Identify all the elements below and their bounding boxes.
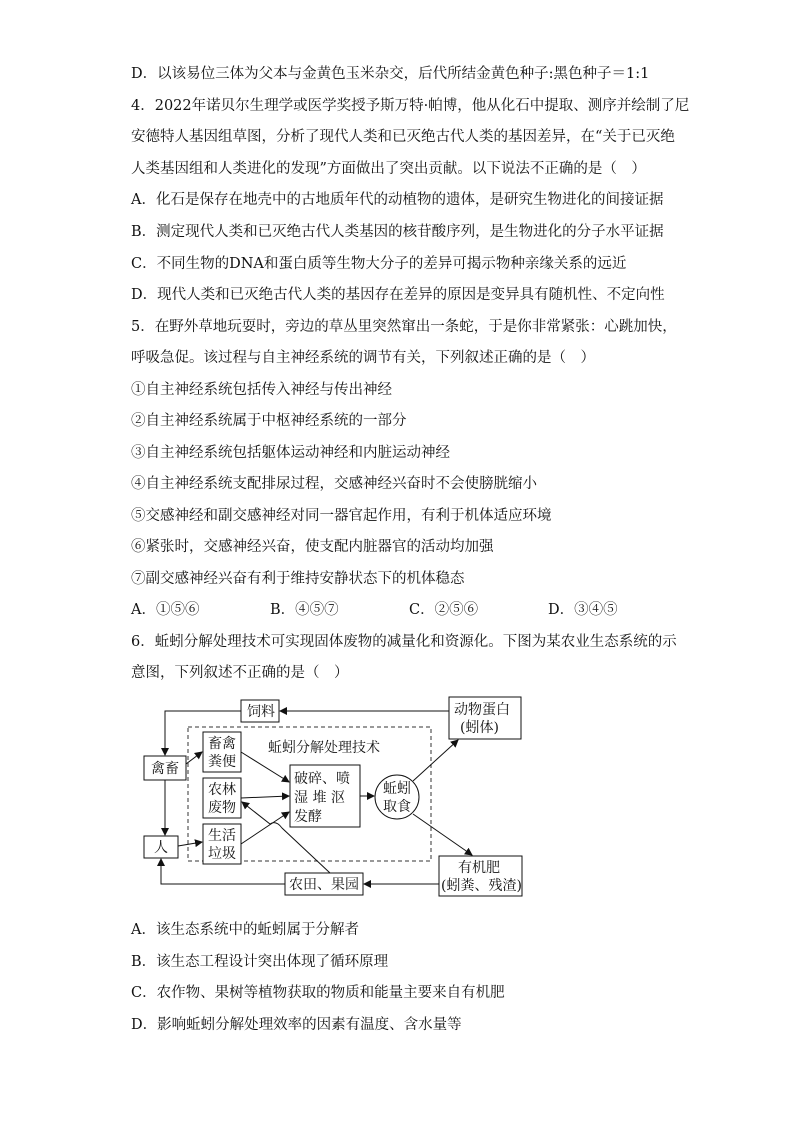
- q5-stem-line-1: 5．在野外草地玩耍时，旁边的草丛里突然窜出一条蛇，于是你非常紧张：心跳加快，: [131, 319, 677, 335]
- q4-stem-line-1: 4．2022年诺贝尔生理学或医学奖授予斯万特·帕博，他从化石中提取、测序并绘制了尼: [131, 98, 690, 114]
- q6-option-c: C．农作物、果树等植物获取的物质和能量主要来自有机肥: [131, 985, 505, 1001]
- q6-option-a: A．该生态系统中的蚯蚓属于分解者: [131, 922, 359, 938]
- process-label-1: 破碎、喷: [294, 771, 350, 787]
- q5-statement-1: ①自主神经系统包括传入神经与传出神经: [131, 382, 392, 398]
- garbage-label-2: 垃圾: [208, 846, 236, 862]
- q5-stem-line-2: 呼吸急促。该过程与自主神经系统的调节有关，下列叙述正确的是（ ）: [131, 350, 595, 366]
- q5-choice-c: C．②⑤⑥: [409, 602, 479, 618]
- process-label-3: 发酵: [294, 809, 322, 825]
- q5-choice-a: A．①⑤⑥: [131, 602, 200, 618]
- q5-statement-7: ⑦副交感神经兴奋有利于维持安静状态下的机体稳态: [131, 571, 465, 587]
- agri-waste-label-1: 农林: [208, 782, 236, 798]
- worm-feed-label-1: 蚯蚓: [383, 781, 411, 797]
- technique-label: 蚯蚓分解处理技术: [268, 740, 380, 756]
- garbage-label-1: 生活: [208, 828, 236, 844]
- q4-option-c: C．不同生物的DNA和蛋白质等生物大分子的差异可揭示物种亲缘关系的远近: [131, 256, 627, 272]
- prev-question-option-d: D．以该易位三体为父本与金黄色玉米杂交，后代所结金黄色种子:黑色种子＝1:1: [131, 66, 650, 82]
- fertilizer-label-1: 有机肥: [458, 860, 500, 876]
- protein-label-1: 动物蛋白: [454, 702, 510, 718]
- q5-statement-6: ⑥紧张时，交感神经兴奋，使支配内脏器官的活动均加强: [131, 539, 494, 555]
- q6-stem-line-1: 6．蚯蚓分解处理技术可实现固体废物的减量化和资源化。下图为某农业生态系统的示: [131, 634, 677, 650]
- q4-option-b: B．测定现代人类和已灭绝古代人类基因的核苷酸序列，是生物进化的分子水平证据: [131, 224, 664, 240]
- eco-system-diagram: [140, 690, 530, 900]
- q5-statement-2: ②自主神经系统属于中枢神经系统的一部分: [131, 413, 407, 429]
- fields-label: 农田、果园: [289, 877, 359, 893]
- q5-statement-3: ③自主神经系统包括躯体运动神经和内脏运动神经: [131, 445, 450, 461]
- fertilizer-label-2: (蚓粪、残渣): [441, 878, 522, 894]
- q5-choice-b: B．④⑤⑦: [270, 602, 339, 618]
- q4-stem-line-2: 安德特人基因组草图，分析了现代人类和已灭绝古代人类的基因差异，在“关于已灭绝: [131, 129, 675, 145]
- manure-label-1: 畜禽: [208, 736, 236, 752]
- q4-option-a: A．化石是保存在地壳中的古地质年代的动植物的遗体，是研究生物进化的间接证据: [131, 192, 664, 208]
- human-label: 人: [154, 840, 168, 856]
- q5-statement-4: ④自主神经系统支配排尿过程，交感神经兴奋时不会使膀胱缩小: [131, 476, 537, 492]
- q6-option-d: D．影响蚯蚓分解处理效率的因素有温度、含水量等: [131, 1017, 462, 1033]
- feed-label: 饲料: [247, 704, 275, 720]
- q5-statement-5: ⑤交感神经和副交感神经对同一器官起作用，有利于机体适应环境: [131, 508, 552, 524]
- livestock-label: 禽畜: [151, 761, 179, 777]
- protein-label-2: (蚓体): [460, 720, 499, 736]
- q4-stem-line-3: 人类基因组和人类进化的发现”方面做出了突出贡献。以下说法不正确的是（ ）: [131, 161, 646, 177]
- manure-label-2: 粪便: [208, 754, 236, 770]
- q4-option-d: D．现代人类和已灭绝古代人类的基因存在差异的原因是变异具有随机性、不定向性: [131, 287, 665, 303]
- q6-stem-line-2: 意图，下列叙述不正确的是（ ）: [131, 665, 349, 681]
- worm-feed-label-2: 取食: [383, 799, 411, 815]
- q5-choice-d: D．③④⑤: [548, 602, 618, 618]
- agri-waste-label-2: 废物: [208, 800, 236, 816]
- process-label-2: 湿 堆 沤: [294, 790, 345, 806]
- q6-option-b: B．该生态工程设计突出体现了循环原理: [131, 954, 389, 970]
